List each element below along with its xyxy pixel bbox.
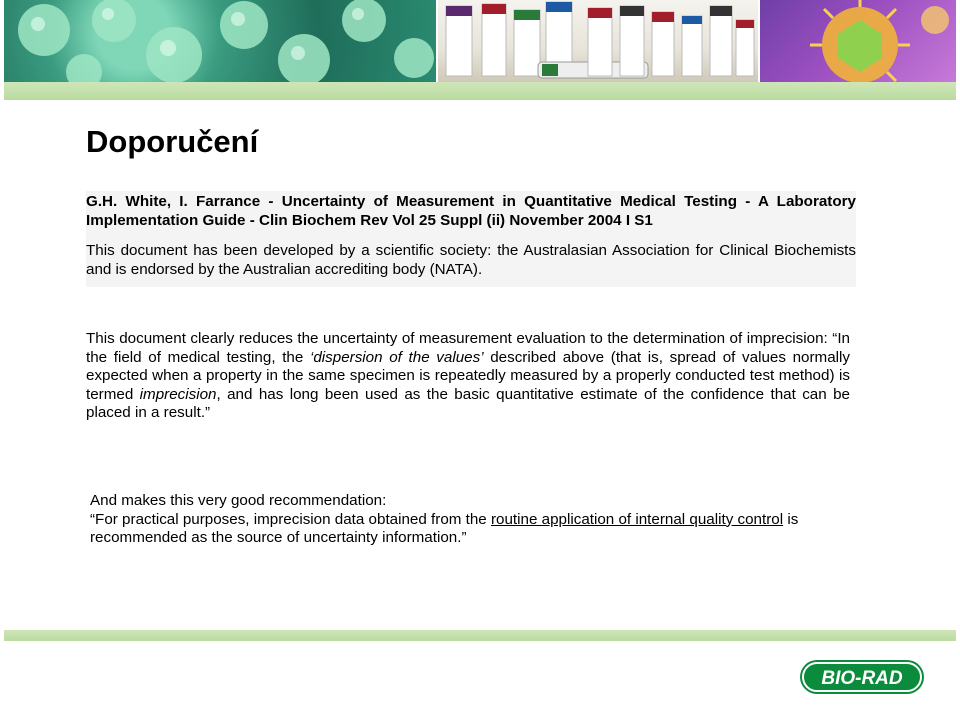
paragraph-part-1: This document clearly reduces the uncertainty of measurement evaluation to the determination of imprecision: “In the field of medical testing, the: [86, 330, 850, 366]
citation-block: [86, 191, 856, 287]
paragraph-italic-2: imprecision: [139, 385, 217, 403]
quote-underlined: routine application of internal quality control: [490, 510, 784, 528]
virus-purple-image: [760, 0, 956, 82]
intro-text: This document has been developed by a scientific society: the Australasian Association for Clinical Biochemists and is endorsed by the Australian accrediting body (NATA).: [86, 242, 856, 278]
virus-particle-illustration: [760, 0, 956, 82]
quote-start: “For practical purposes, imprecision data obtained from the: [90, 510, 491, 528]
paragraph-italic-1: ‘dispersion of the values’: [309, 348, 484, 366]
top-green-band: [4, 82, 956, 100]
citation-text: G.H. White, I. Farrance - Uncertainty of Measurement in Quantitative Medical Testing - A Laboratory Implementation Guide - Clin Biochem Rev Vol 25 Suppl (ii) November 2004 I S1: [86, 193, 856, 229]
paragraph-part-2: described above (that is, spread of values normally expected when a property in the same specimen is repeatedly measured by a properly conducted test method) is termed: [86, 348, 850, 403]
virus-image: [4, 0, 436, 82]
virus-cluster-illustration: [4, 0, 436, 82]
logo-wordmark: [800, 660, 924, 694]
paragraph-part-3: , and has long been used as the basic quantitative estimate of the confidence that can be placed in a result.”: [86, 385, 850, 421]
bottom-green-band: [4, 630, 956, 641]
slide-title: Doporučení: [86, 124, 259, 159]
quote-end: is recommended as the source of uncertainty information.”: [90, 510, 799, 546]
logo-text: BIO-RAD: [821, 668, 903, 689]
recommendation-lead: And makes this very good recommendation:: [90, 492, 387, 509]
recommendation-quote: [90, 511, 854, 548]
bio-rad-logo: [800, 660, 924, 694]
header-banner: [4, 0, 956, 82]
recommendation-block: [90, 492, 854, 548]
reagent-bottles-image: [438, 0, 758, 82]
imprecision-paragraph: [86, 330, 850, 423]
bottles-illustration: [438, 0, 758, 82]
